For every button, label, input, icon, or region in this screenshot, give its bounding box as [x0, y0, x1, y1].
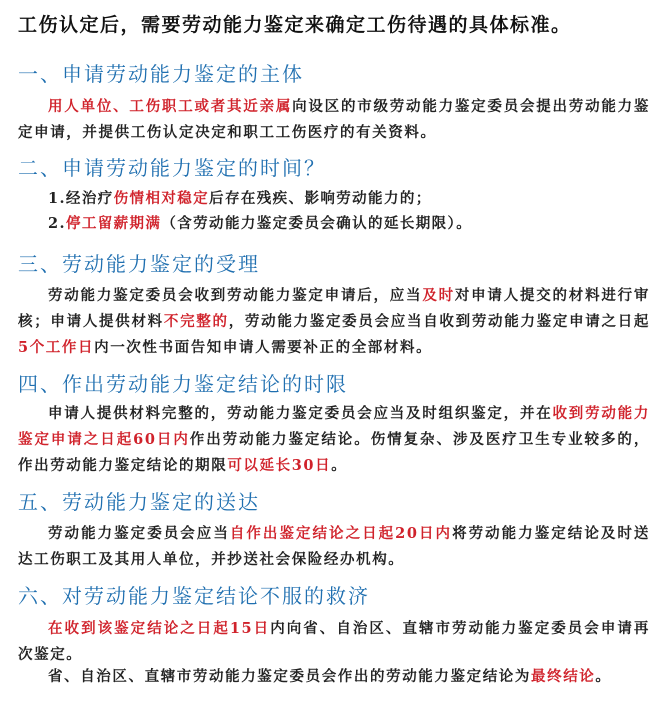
- text: 申请人提供材料完整的，劳动能力鉴定委员会应当及时组织鉴定，并在: [48, 405, 553, 422]
- highlight: 伤情相对稳定: [113, 190, 210, 207]
- highlight: 最终结论: [531, 668, 596, 685]
- text: 。: [331, 457, 348, 474]
- text: 1.经治疗: [48, 190, 114, 207]
- highlight: 用人单位、工伤职工或者其近亲属: [48, 98, 293, 115]
- section-5-heading: 五、劳动能力鉴定的送达: [18, 490, 260, 514]
- highlight: 收到劳动能力鉴定申请之日起60日内: [18, 405, 650, 448]
- text: （含劳动能力鉴定委员会确认的延长期限）。: [161, 215, 473, 232]
- text: 对申请人提交的材料进行审核；申请人提供材料: [18, 287, 650, 330]
- text: 。: [595, 668, 612, 685]
- section-4-heading: 四、作出劳动能力鉴定结论的时限: [18, 372, 348, 396]
- text: 2.: [48, 215, 66, 232]
- highlight: 5个工作日: [18, 339, 95, 356]
- text: 作出劳动能力鉴定结论。伤情复杂、涉及医疗卫生专业较多的，作出劳动能力鉴定结论的期限: [18, 431, 650, 474]
- intro-text: 工伤认定后，需要劳动能力鉴定来确定工伤待遇的具体标准。: [18, 14, 572, 36]
- section-6-heading: 六、对劳动能力鉴定结论不服的救济: [18, 584, 370, 608]
- text: 内一次性书面告知申请人需要补正的全部材料。: [94, 339, 433, 356]
- section-5-paragraph: [18, 521, 650, 573]
- section-4-paragraph: [18, 401, 650, 479]
- text: 劳动能力鉴定委员会应当: [48, 525, 230, 542]
- section-1-paragraph: [18, 94, 650, 146]
- text: 省、自治区、直辖市劳动能力鉴定委员会作出的劳动能力鉴定结论为: [48, 668, 531, 685]
- section-6-paragraph-1: [18, 616, 650, 668]
- text: 将劳动能力鉴定结论及时送达工伤职工及其用人单位，并抄送社会保险经办机构。: [18, 525, 651, 568]
- highlight: 停工留薪期满: [65, 215, 162, 232]
- highlight: 可以延长30日: [227, 457, 332, 474]
- highlight: 自作出鉴定结论之日起20日内: [229, 525, 453, 542]
- section-1-heading: 一、申请劳动能力鉴定的主体: [18, 62, 304, 86]
- section-2-item-2: [48, 211, 472, 237]
- text: 内向省、自治区、直辖市劳动能力鉴定委员会申请再次鉴定。: [18, 620, 650, 663]
- text: 向设区的市级劳动能力鉴定委员会提出劳动能力鉴定申请，并提供工伤认定决定和职工工伤医疗的有关资料。: [18, 98, 650, 141]
- highlight: 不完整的: [163, 313, 229, 330]
- highlight: 及时: [422, 287, 455, 304]
- section-3-heading: 三、劳动能力鉴定的受理: [18, 252, 260, 276]
- highlight: 在收到该鉴定结论之日起15日: [48, 620, 271, 637]
- section-3-paragraph: [18, 283, 650, 361]
- section-6-paragraph-2: [18, 664, 650, 690]
- text: 劳动能力鉴定委员会收到劳动能力鉴定申请后，应当: [48, 287, 423, 304]
- section-2-item-1: [48, 186, 432, 212]
- section-2-heading: 二、申请劳动能力鉴定的时间？: [18, 156, 326, 180]
- text: ，劳动能力鉴定委员会应当自收到劳动能力鉴定申请之日起: [228, 313, 650, 330]
- text: 后存在残疾、影响劳动能力的；: [209, 190, 432, 207]
